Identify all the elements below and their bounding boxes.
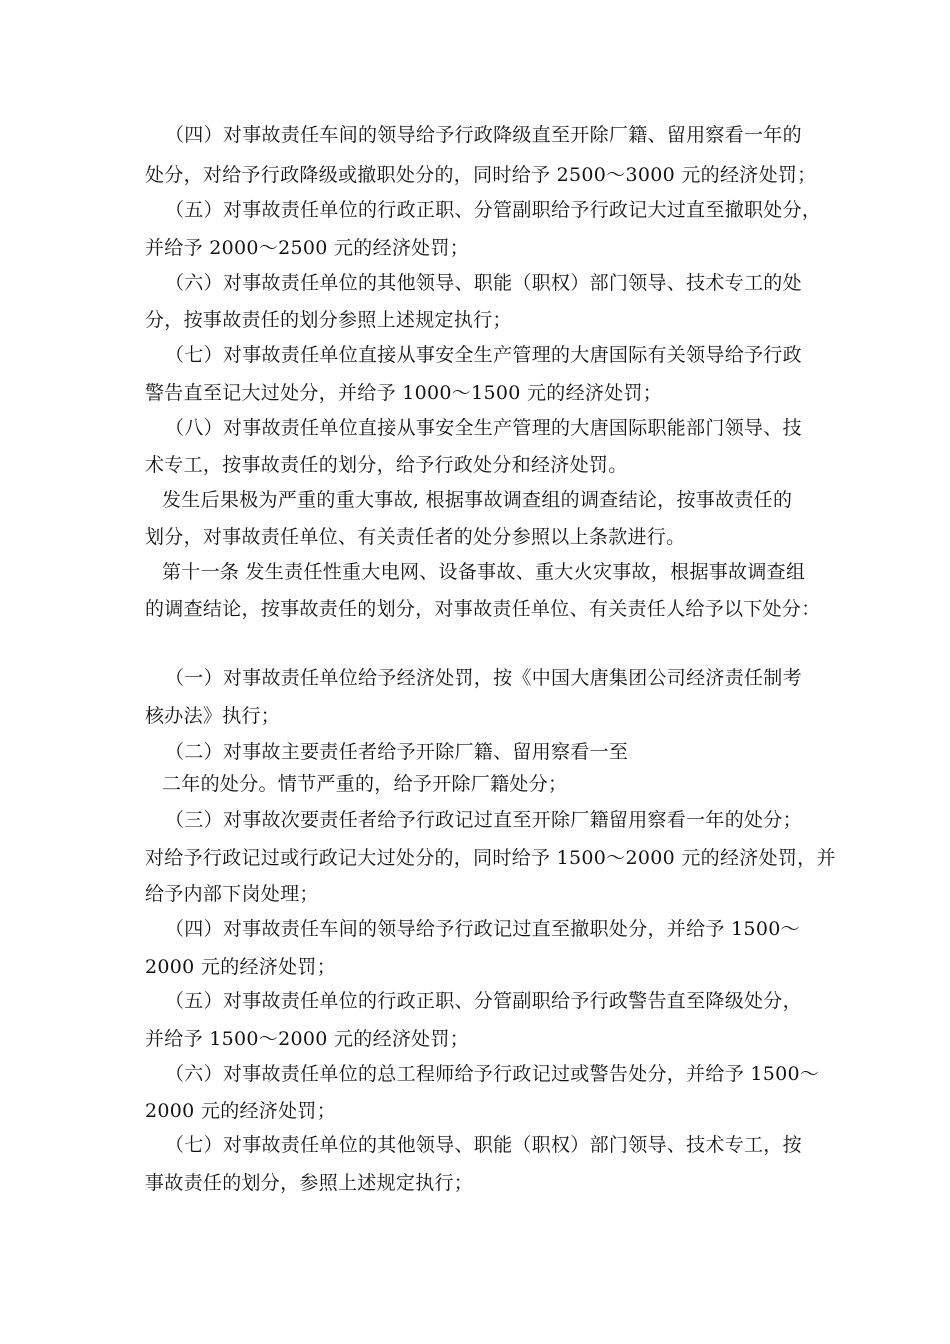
text-line: 核办法》执行； [145, 705, 281, 727]
text-line: （三）对事故次要责任者给予行政记过直至开除厂籍留用察看一年的处分； [165, 809, 802, 831]
article-heading-line: 第十一条 发生责任性重大电网、设备事故、重大火灾事故，根据事故调查组 [162, 561, 806, 583]
text-line: 对给予行政记过或行政记大过处分的，同时给予 1500～2000 元的经济处罚，并 [145, 847, 836, 869]
text-line: 并给予 1500～2000 元的经济处罚； [145, 1028, 470, 1050]
text-line: （七）对事故责任单位的其他领导、职能（职权）部门领导、技术专工，按 [165, 1134, 802, 1156]
text-line: （一）对事故责任单位给予经济处罚，按《中国大唐集团公司经济责任制考 [165, 667, 802, 689]
text-line: （八）对事故责任单位直接从事安全生产管理的大唐国际职能部门领导、技 [165, 417, 802, 439]
text-line: 术专工，按事故责任的划分，给予行政处分和经济处罚。 [145, 454, 628, 476]
text-line: （六）对事故责任单位的其他领导、职能（职权）部门领导、技术专工的处 [165, 272, 802, 294]
text-line: （四）对事故责任车间的领导给予行政记过直至撤职处分，并给予 1500～ [165, 918, 800, 940]
text-line: 划分，对事故责任单位、有关责任者的处分参照以上条款进行。 [145, 526, 686, 548]
text-line: （五）对事故责任单位的行政正职、分管副职给予行政警告直至降级处分， [165, 990, 802, 1012]
text-line: （四）对事故责任车间的领导给予行政降级直至开除厂籍、留用察看一年的 [165, 124, 802, 146]
text-line: 并给予 2000～2500 元的经济处罚； [145, 237, 470, 259]
text-line: 发生后果极为严重的重大事故, 根据事故调查组的调查结论，按事故责任的 [162, 489, 793, 511]
text-line: 2000 元的经济处罚； [145, 956, 336, 978]
text-line: 的调查结论，按事故责任的划分，对事故责任单位、有关责任人给予以下处分： [145, 598, 821, 620]
text-line: 给予内部下岗处理； [145, 883, 319, 905]
text-line: （五）对事故责任单位的行政正职、分管副职给予行政记大过直至撤职处分， [165, 199, 822, 221]
text-line: 分，按事故责任的划分参照上述规定执行； [145, 309, 512, 331]
text-line: 二年的处分。情节严重的，给予开除厂籍处分； [162, 773, 568, 795]
text-line: （六）对事故责任单位的总工程师给予行政记过或警告处分，并给予 1500～ [165, 1063, 820, 1085]
text-line: （七）对事故责任单位直接从事安全生产管理的大唐国际有关领导给予行政 [165, 344, 802, 366]
text-line: 2000 元的经济处罚； [145, 1100, 336, 1122]
text-line: 警告直至记大过处分，并给予 1000～1500 元的经济处罚； [145, 382, 663, 404]
text-line: （二）对事故主要责任者给予开除厂籍、留用察看一至 [165, 741, 629, 763]
text-line: 事故责任的划分，参照上述规定执行； [145, 1172, 474, 1194]
text-line: 处分，对给予行政降级或撤职处分的，同时给予 2500～3000 元的经济处罚； [145, 164, 817, 186]
